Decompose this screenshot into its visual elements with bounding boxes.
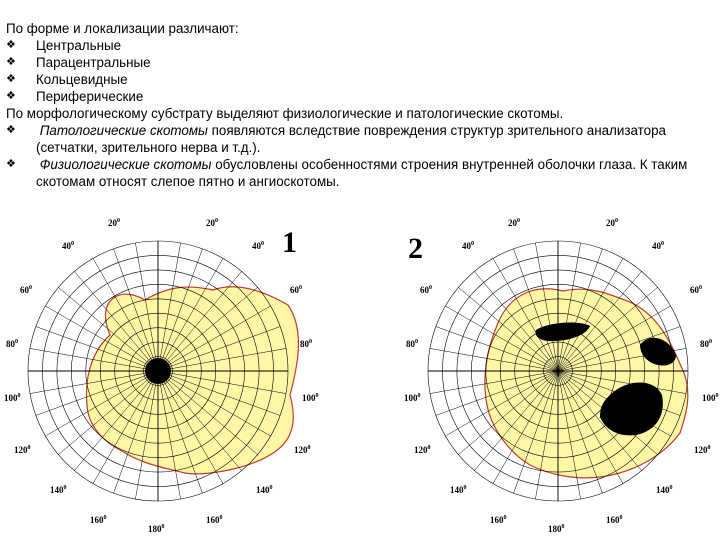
degree-label: $20^0$ [606,218,618,228]
degree-label: $40^0$ [652,241,664,251]
degree-label: $80^0$ [6,339,18,349]
degree-label: $160^0$ [490,515,507,525]
diamond-bullet-icon: ❖ [6,124,16,136]
degree-label: $20^0$ [508,218,520,228]
type-label: Центральные [36,38,122,53]
intro-line: По форме и локализации различают: [6,21,239,36]
type-label: Кольцевидные [36,72,128,87]
degree-label: $40^0$ [62,241,74,251]
type-label: Периферические [36,89,144,104]
perimetry-chart-1 [4,218,319,534]
type-item-peripheral [6,88,712,105]
degree-label: $100^0$ [4,393,21,403]
degree-label: $80^0$ [406,339,418,349]
perimetry-charts [0,205,720,540]
degree-label: $140^0$ [50,485,67,495]
degree-label: $20^0$ [108,218,120,228]
degree-label: $180^0$ [548,524,565,534]
degree-label: $20^0$ [206,218,218,228]
physiological-text [36,156,712,190]
morph-line: По морфологическому субстрату выделяют физиологические и патологические скотомы. [6,106,564,121]
degree-label: $100^0$ [404,393,421,403]
type-label: Парацентральные [36,55,151,70]
pathological-text [36,122,712,156]
degree-label: $120^0$ [14,445,31,455]
degree-label: $40^0$ [462,241,474,251]
degree-label: $100^0$ [302,393,319,403]
degree-label: $60^0$ [420,285,432,295]
chart-number-2: 2 [408,232,423,265]
degree-label: $80^0$ [700,339,712,349]
text-block [6,20,712,190]
degree-label: $180^0$ [148,524,165,534]
perimetry-chart-2 [404,218,719,534]
diamond-bullet-icon: ❖ [6,158,16,170]
degree-label: $60^0$ [290,285,302,295]
degree-label: $160^0$ [206,515,223,525]
degree-label: $80^0$ [300,339,312,349]
pathological-rest: появляются вследствие повреждения структур зрительного анализатора (сетчатки, зрительного нерва и т.д.). [36,123,666,155]
central-scotoma [145,358,171,384]
degree-label: $40^0$ [252,241,264,251]
diamond-bullet-icon: ❖ [6,90,16,102]
physiological-term: Физиологические скотомы [39,157,212,172]
degree-label: $120^0$ [414,445,431,455]
degree-label: $160^0$ [90,515,107,525]
type-item-central [6,37,712,54]
visual-field-area [86,287,298,474]
pathological-term: Патологические скотомы [39,123,208,138]
physiological-rest: обусловлены особенностями строения внутренней оболочки глаза. К таким скотомам относят слепое пятно и ангиоскотомы. [36,157,688,189]
degree-label: $140^0$ [256,485,273,495]
type-item-paracentral [6,54,712,71]
degree-label: $140^0$ [450,485,467,495]
degree-label: $100^0$ [702,393,719,403]
chart-number-1: 1 [282,226,297,259]
diamond-bullet-icon: ❖ [6,56,16,68]
diamond-bullet-icon: ❖ [6,39,16,51]
pathological-item [6,122,712,156]
physiological-item [6,156,712,190]
degree-label: $60^0$ [20,285,32,295]
degree-label: $120^0$ [694,445,711,455]
degree-label: $160^0$ [606,515,623,525]
diamond-bullet-icon: ❖ [6,73,16,85]
degree-label: $140^0$ [656,485,673,495]
degree-label: $120^0$ [294,445,311,455]
degree-label: $60^0$ [690,285,702,295]
perimeter-grid [428,241,688,501]
type-item-ring [6,71,712,88]
